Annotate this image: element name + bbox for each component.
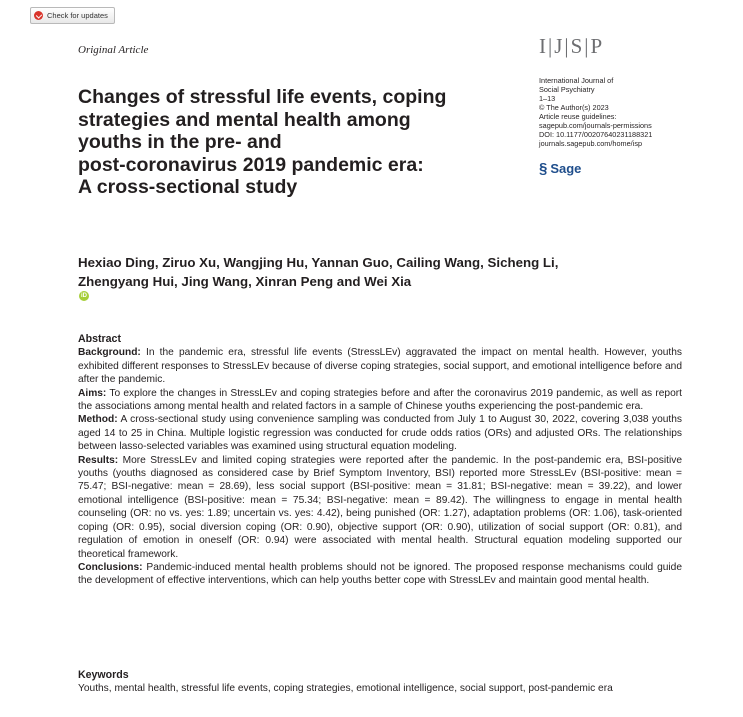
article-type: Original Article [78, 44, 149, 56]
reuse-link[interactable]: sagepub.com/journals-permissions [539, 121, 652, 130]
abstract-conclusions [78, 561, 682, 588]
check-icon [34, 11, 43, 20]
journal-home-link[interactable]: journals.sagepub.com/home/isp [539, 139, 643, 148]
keywords [78, 669, 682, 696]
section-label: Aims: [78, 387, 107, 399]
journal-pages: 1–13 [539, 94, 556, 103]
section-text: A cross-sectional study using convenience sampling was conducted from July 1 to August 30, 2022, covering 3,038 youths aged 14 to 25 in China. Multiple logistic regression was conducted for crude odds ratios (ORs) and adjusted ORs. The relationships between lasso-selected variables was examined using structural equation modeling. [78, 414, 682, 453]
abstract-results [78, 454, 682, 561]
section-label: Method: [78, 414, 118, 426]
authors-line: Hexiao Ding, Ziruo Xu, Wangjing Hu, Yannan Guo, Cailing Wang, Sicheng Li, [78, 255, 559, 270]
keywords-text: Youths, mental health, stressful life events, coping strategies, emotional intelligence, social support, post-pandemic era [78, 683, 613, 695]
publisher-logo [539, 161, 581, 176]
keywords-heading: Keywords [78, 669, 129, 681]
journal-logo: I|J|S|P [539, 34, 605, 58]
section-text: In the pandemic era, stressful life events (StressLEv) aggravated the impact on mental health. However, youths exhibited different responses to StressLEv because of diverse coping strategies, social support, and emotional intelligence before and after the pandemic. [78, 347, 682, 386]
section-text: Pandemic-induced mental health problems should not be ignored. The proposed response mechanisms could guide the development of effective interventions, which can help youths better cope with StressLEv and maintain good mental health. [78, 561, 682, 587]
title-line: strategies and mental health among [78, 108, 411, 131]
title-line: youths in the pre- and [78, 131, 282, 154]
journal-copyright: © The Author(s) 2023 [539, 103, 609, 112]
abstract-background [78, 346, 682, 386]
section-text: To explore the changes in StressLEv and coping strategies before and after the coronavirus 2019 pandemic, as well as report the associations among mental health and related factors in a sample of Chinese youths experiencing the post-pandemic era. [78, 387, 682, 413]
article-title [78, 86, 518, 199]
journal-name-line1: International Journal of [539, 76, 614, 85]
abstract-heading: Abstract [78, 333, 121, 345]
publisher-name: Sage [550, 161, 582, 176]
author-list [78, 254, 678, 301]
orcid-icon[interactable]: iD [81, 293, 87, 299]
title-line: A cross-sectional study [78, 176, 298, 199]
section-text: More StressLEv and limited coping strategies were reported after the pandemic. In the post-pandemic era, BSI-positive youths (youths diagnosed as considered case by Brief Symptom Inventory, BSI) reported more StressLEv (BSI-positive: mean = 75.47; BSI-negative: mean = 28.69), less social support (BSI-positive: mean = 31.81; BSI-negative: mean = 39.22), and lower emotional intelligence (BSI-positive: mean = 75.34; BSI-negative: mean = 89.42). The willingness to engage in mental health counseling (OR: no vs. yes: 1.89; uncertain vs. yes: 4.42), being punished (OR: 1.27), adaptation problems (OR: 1.06), task-oriented coping (OR: 0.95), social diversion coping (OR: 0.90), objective support (OR: 0.90), utilization of social support (OR: 0.81), and regulation of emotion in oneself (OR: 0.94) were associated with mental health. Structural equation modeling supported our theoretical framework. [78, 454, 682, 560]
check-for-updates-label: Check for updates [47, 11, 108, 20]
sage-s-icon: § [539, 160, 548, 177]
check-for-updates-button[interactable] [30, 7, 115, 24]
section-label: Conclusions: [78, 561, 143, 573]
title-line: Changes of stressful life events, coping [78, 86, 447, 108]
section-label: Results: [78, 454, 119, 466]
reuse-label: Article reuse guidelines: [539, 112, 617, 121]
journal-meta [539, 76, 699, 148]
abstract-method [78, 413, 682, 453]
authors-line [78, 273, 678, 302]
journal-name-line2: Social Psychiatry [539, 85, 595, 94]
authors-line-text: Zhengyang Hui, Jing Wang, Xinran Peng and Wei Xia [78, 273, 412, 289]
title-line: post-coronavirus 2019 pandemic era: [78, 153, 424, 176]
section-label: Background: [78, 347, 141, 359]
abstract [78, 333, 682, 588]
abstract-aims [78, 387, 682, 414]
doi[interactable]: DOI: 10.1177/00207640231188321 [539, 130, 653, 139]
